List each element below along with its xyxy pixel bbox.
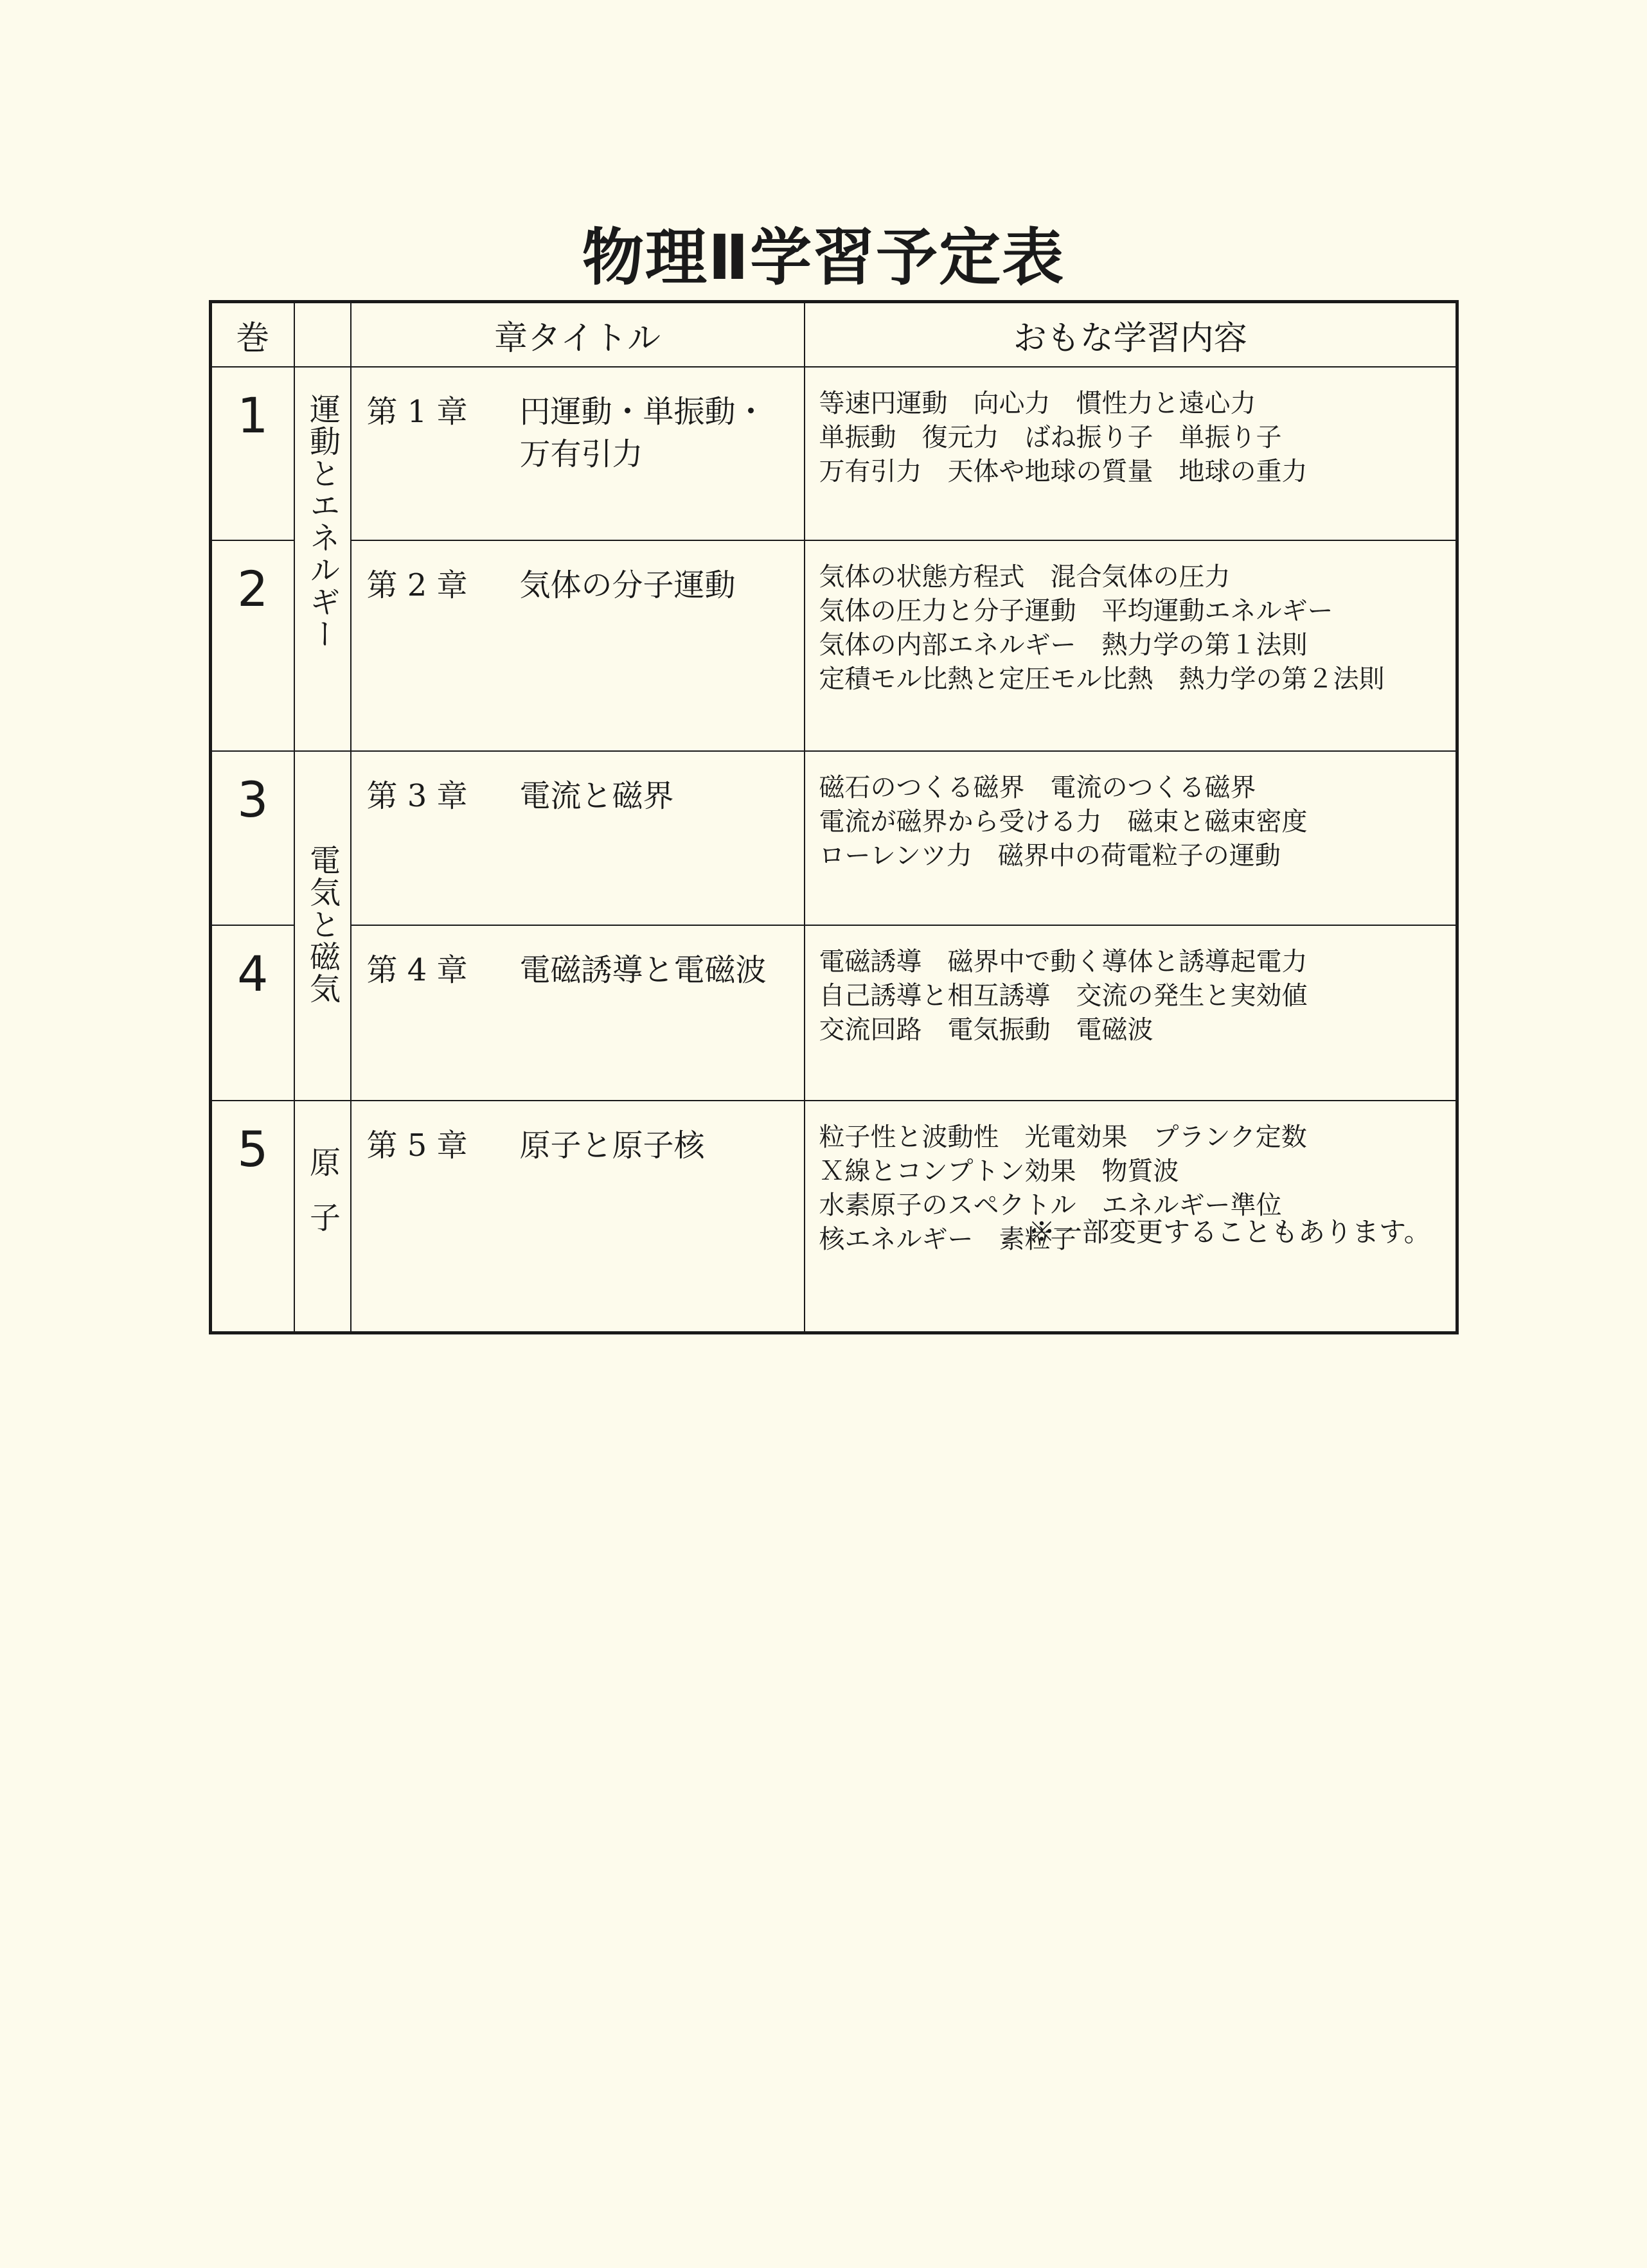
header-chapter-title: 章タイトル xyxy=(351,302,805,368)
chapter-cell xyxy=(351,751,805,925)
volume-number: 3 xyxy=(211,751,294,925)
page-title: 物理Ⅱ学習予定表 xyxy=(582,222,1065,294)
chapter-title: 気体の分子運動 xyxy=(519,567,736,603)
content-cell xyxy=(805,925,1457,1101)
chapter-cell xyxy=(351,367,805,540)
content-cell xyxy=(805,540,1457,751)
unit-cell xyxy=(294,1101,351,1333)
unit-label: 原子 xyxy=(304,1146,341,1257)
header-content: おもな学習内容 xyxy=(805,302,1457,368)
content-cell xyxy=(805,367,1457,540)
content-line: 核エネルギー 素粒子 xyxy=(819,1225,1076,1254)
content-line: Ｘ線とコンプトン効果 物質波 xyxy=(819,1156,1179,1186)
chapter-number: 第 2 章 xyxy=(366,567,468,603)
volume-number: 2 xyxy=(211,540,294,751)
content-line: 気体の状態方程式 混合気体の圧力 xyxy=(819,562,1231,592)
header-volume: 巻 xyxy=(211,302,294,368)
content-cell xyxy=(805,751,1457,925)
volume-number: 4 xyxy=(211,925,294,1101)
content-line: 単振動 復元力 ばね振り子 単振り子 xyxy=(819,423,1282,452)
content-line: 交流回路 電気振動 電磁波 xyxy=(819,1015,1153,1045)
header-unit xyxy=(294,302,351,368)
chapter-title: 円運動・単振動・万有引力 xyxy=(519,394,767,472)
footnote: ※一部変更することもあります。 xyxy=(1028,1216,1431,1248)
header-row xyxy=(211,302,1457,368)
chapter-cell xyxy=(351,925,805,1101)
schedule-table xyxy=(209,300,1459,1334)
content-line: 水素原子のスペクトル エネルギー準位 xyxy=(819,1191,1282,1220)
content-line: 万有引力 天体や地球の質量 地球の重力 xyxy=(819,457,1308,486)
volume-number: 5 xyxy=(211,1101,294,1333)
content-line: 気体の内部エネルギー 熱力学の第１法則 xyxy=(819,630,1308,660)
content-line: 気体の圧力と分子運動 平均運動エネルギー xyxy=(819,596,1333,626)
content-line: 電流が磁界から受ける力 磁束と磁束密度 xyxy=(819,807,1308,837)
content-line: 定積モル比熱と定圧モル比熱 熱力学の第２法則 xyxy=(819,664,1385,694)
content-line: 自己誘導と相互誘導 交流の発生と実効値 xyxy=(819,981,1308,1011)
chapter-number: 第 1 章 xyxy=(366,394,468,430)
content-line: 磁石のつくる磁界 電流のつくる磁界 xyxy=(819,773,1256,802)
table-row xyxy=(211,751,1457,925)
unit-label: 運動とエネルギー xyxy=(304,393,341,650)
chapter-number: 第 3 章 xyxy=(366,778,468,814)
chapter-cell xyxy=(351,540,805,751)
content-line: 粒子性と波動性 光電効果 プランク定数 xyxy=(819,1122,1307,1152)
unit-cell xyxy=(294,367,351,751)
chapter-cell xyxy=(351,1101,805,1333)
table-row xyxy=(211,540,1457,751)
content-line: 等速円運動 向心力 慣性力と遠心力 xyxy=(819,389,1256,418)
content-line: 電磁誘導 磁界中で動く導体と誘導起電力 xyxy=(819,947,1308,977)
chapter-number: 第 4 章 xyxy=(366,952,468,988)
chapter-title: 電流と磁界 xyxy=(519,778,674,814)
unit-cell xyxy=(294,751,351,1101)
table-row xyxy=(211,367,1457,540)
chapter-title: 原子と原子核 xyxy=(519,1128,705,1164)
unit-label: 電気と磁気 xyxy=(304,844,341,1005)
chapter-title: 電磁誘導と電磁波 xyxy=(519,952,767,988)
chapter-number: 第 5 章 xyxy=(366,1128,468,1164)
content-line: ローレンツ力 磁界中の荷電粒子の運動 xyxy=(819,841,1281,871)
volume-number: 1 xyxy=(211,367,294,540)
table-row xyxy=(211,925,1457,1101)
